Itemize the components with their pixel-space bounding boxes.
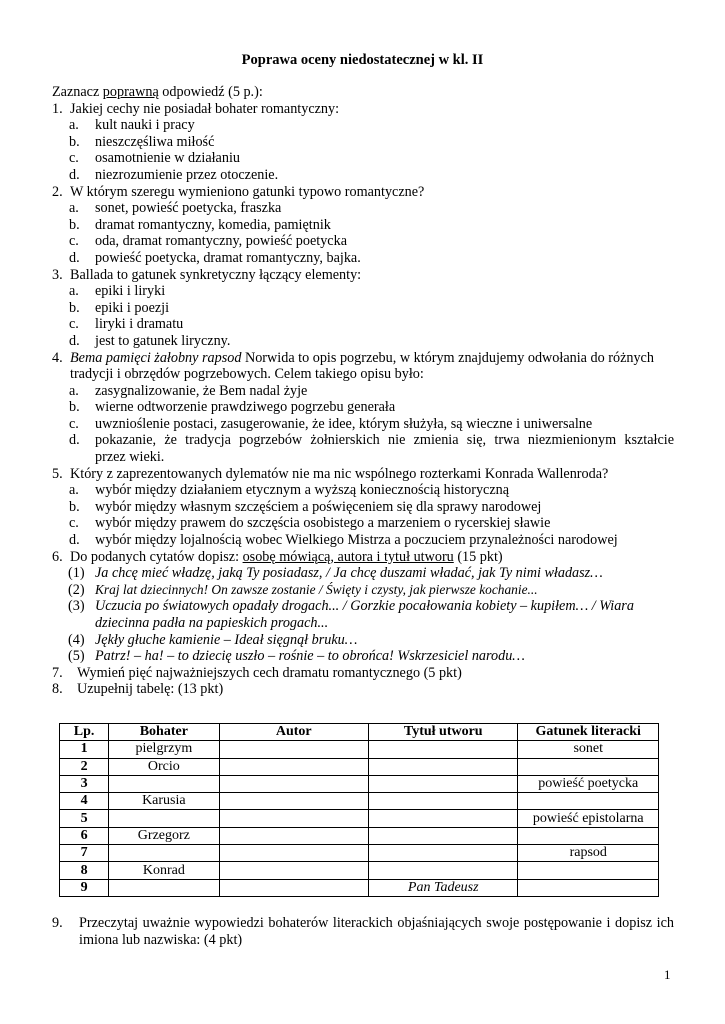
question-3: 3. Ballada to gatunek synkretyczny łączący elementy:	[52, 266, 362, 283]
option-5c: c. wybór między prawem do szczęścia osobistego a marzeniem o rycerskiej sławie	[69, 515, 551, 532]
option-2d: d. powieść poetycka, dramat romantyczny, bajka.	[69, 249, 361, 266]
col-tytul: Tytuł utworu	[369, 724, 518, 741]
option-5b: b. wybór między własnym szczęściem a poświęceniem się dla sprawy narodowej	[69, 498, 542, 515]
question-4-cont: tradycji i obrzędów pogrzebowych. Celem takiego opisu było:	[70, 366, 424, 383]
option-1d: d. niezrozumienie przez otoczenie.	[69, 166, 279, 183]
option-4d: d. pokazanie, że tradycja pogrzebów żołnierskich nie zmienia się, trwa niezmienionym kształcie	[69, 432, 674, 449]
answer-table	[59, 723, 659, 897]
option-3d: d. jest to gatunek liryczny.	[69, 332, 231, 349]
quote-4: (4) Jękły głuche kamienie – Ideał sięgnął bruku…	[68, 631, 358, 648]
option-4a: a. zasygnalizowanie, że Bem nadal żyje	[69, 382, 308, 399]
quote-3-cont: dziecinna padła na papieskich progach...	[95, 615, 329, 631]
page-title: Poprawa oceny niedostatecznej w kl. II	[241, 52, 484, 68]
option-2c: c. oda, dramat romantyczny, powieść poetycka	[69, 233, 347, 250]
question-6: 6. Do podanych cytatów dopisz: osobę mówiącą, autora i tytuł utworu (15 pkt)	[52, 548, 503, 565]
instruction: Zaznacz poprawną odpowiedź (5 p.):	[52, 84, 263, 100]
quote-2: (2) Kraj lat dziecinnych! On zawsze zostanie / Święty i czysty, jak pierwsze kochanie...	[68, 581, 538, 598]
option-3c: c. liryki i dramatu	[69, 316, 184, 333]
option-5d: d. wybór między lojalnością wobec Wielkiego Mistrza a poczuciem przynależności narodowej	[69, 532, 618, 549]
option-2a: a. sonet, powieść poetycka, fraszka	[69, 200, 282, 217]
question-2: 2. W którym szeregu wymieniono gatunki typowo romantyczne?	[52, 183, 425, 200]
question-9: 9. Przeczytaj uważnie wypowiedzi bohaterów literackich objaśniających swoje postępowanie i dopisz ich imiona lub nazwiska: (4 pkt)	[52, 915, 674, 948]
option-4b: b. wierne odtworzenie prawdziwego pogrzebu generała	[69, 399, 396, 416]
option-1c: c. osamotnienie w działaniu	[69, 150, 240, 167]
table-row: 3 powieść poetycka	[60, 775, 659, 792]
table-row: 8 Konrad	[60, 862, 659, 879]
option-3a: a. epiki i liryki	[69, 283, 166, 300]
table-row: 5 powieść epistolarna	[60, 810, 659, 827]
table-row: 1 pielgrzym sonet	[60, 741, 659, 758]
table-row: 4 Karusia	[60, 793, 659, 810]
option-1a: a. kult nauki i pracy	[69, 117, 195, 134]
col-bohater: Bohater	[109, 724, 219, 741]
question-4: 4. Bema pamięci żałobny rapsod Norwida to opis pogrzebu, w którym znajdujemy odwołania do różnych	[52, 349, 654, 366]
option-5a: a. wybór między działaniem etycznym a wyższą koniecznością historyczną	[69, 482, 510, 499]
question-5: 5. Który z zaprezentowanych dylematów nie ma nic wspólnego rozterkami Konrada Wallenroda?	[52, 465, 609, 482]
table-header-row	[60, 724, 659, 741]
table-row: 7 rapsod	[60, 845, 659, 862]
question-list	[52, 84, 674, 698]
col-autor: Autor	[219, 724, 368, 741]
quote-1: (1) Ja chcę mieć władzę, jaką Ty posiadasz, / Ja chcę duszami władać, jak Ty nimi władasz…	[68, 565, 603, 582]
option-2b: b. dramat romantyczny, komedia, pamiętnik	[69, 216, 331, 233]
option-1b: b. nieszczęśliwa miłość	[69, 133, 215, 150]
quote-3: (3) Uczucia po światowych opadały drogach... / Gorzkie pocałowania kobiety – kupiłem… / Wiara	[68, 598, 634, 615]
table-row: 9 Pan Tadeusz	[60, 879, 659, 896]
table-row: 2 Orcio	[60, 758, 659, 775]
quote-5: (5) Patrz! – ha! – to dziecię uszło – rośnie – to obrońca! Wskrzesiciel narodu…	[68, 648, 525, 665]
option-4d-cont: przez wieki.	[95, 449, 165, 466]
question-7: 7. Wymień pięć najważniejszych cech dramatu romantycznego (5 pkt)	[52, 664, 462, 681]
table-row: 6 Grzegorz	[60, 827, 659, 844]
col-gatunek: Gatunek literacki	[518, 724, 659, 741]
col-lp: Lp.	[60, 724, 109, 741]
option-3b: b. epiki i poezji	[69, 299, 170, 316]
question-1: 1. Jakiej cechy nie posiadał bohater romantyczny:	[52, 100, 340, 117]
option-4c: c. uwznioślenie postaci, zasugerowanie, że idee, którym służyła, są wieczne i uniwersalne	[69, 415, 593, 432]
page-number: 1	[664, 967, 671, 982]
question-8: 8. Uzupełnij tabelę: (13 pkt)	[52, 681, 224, 698]
